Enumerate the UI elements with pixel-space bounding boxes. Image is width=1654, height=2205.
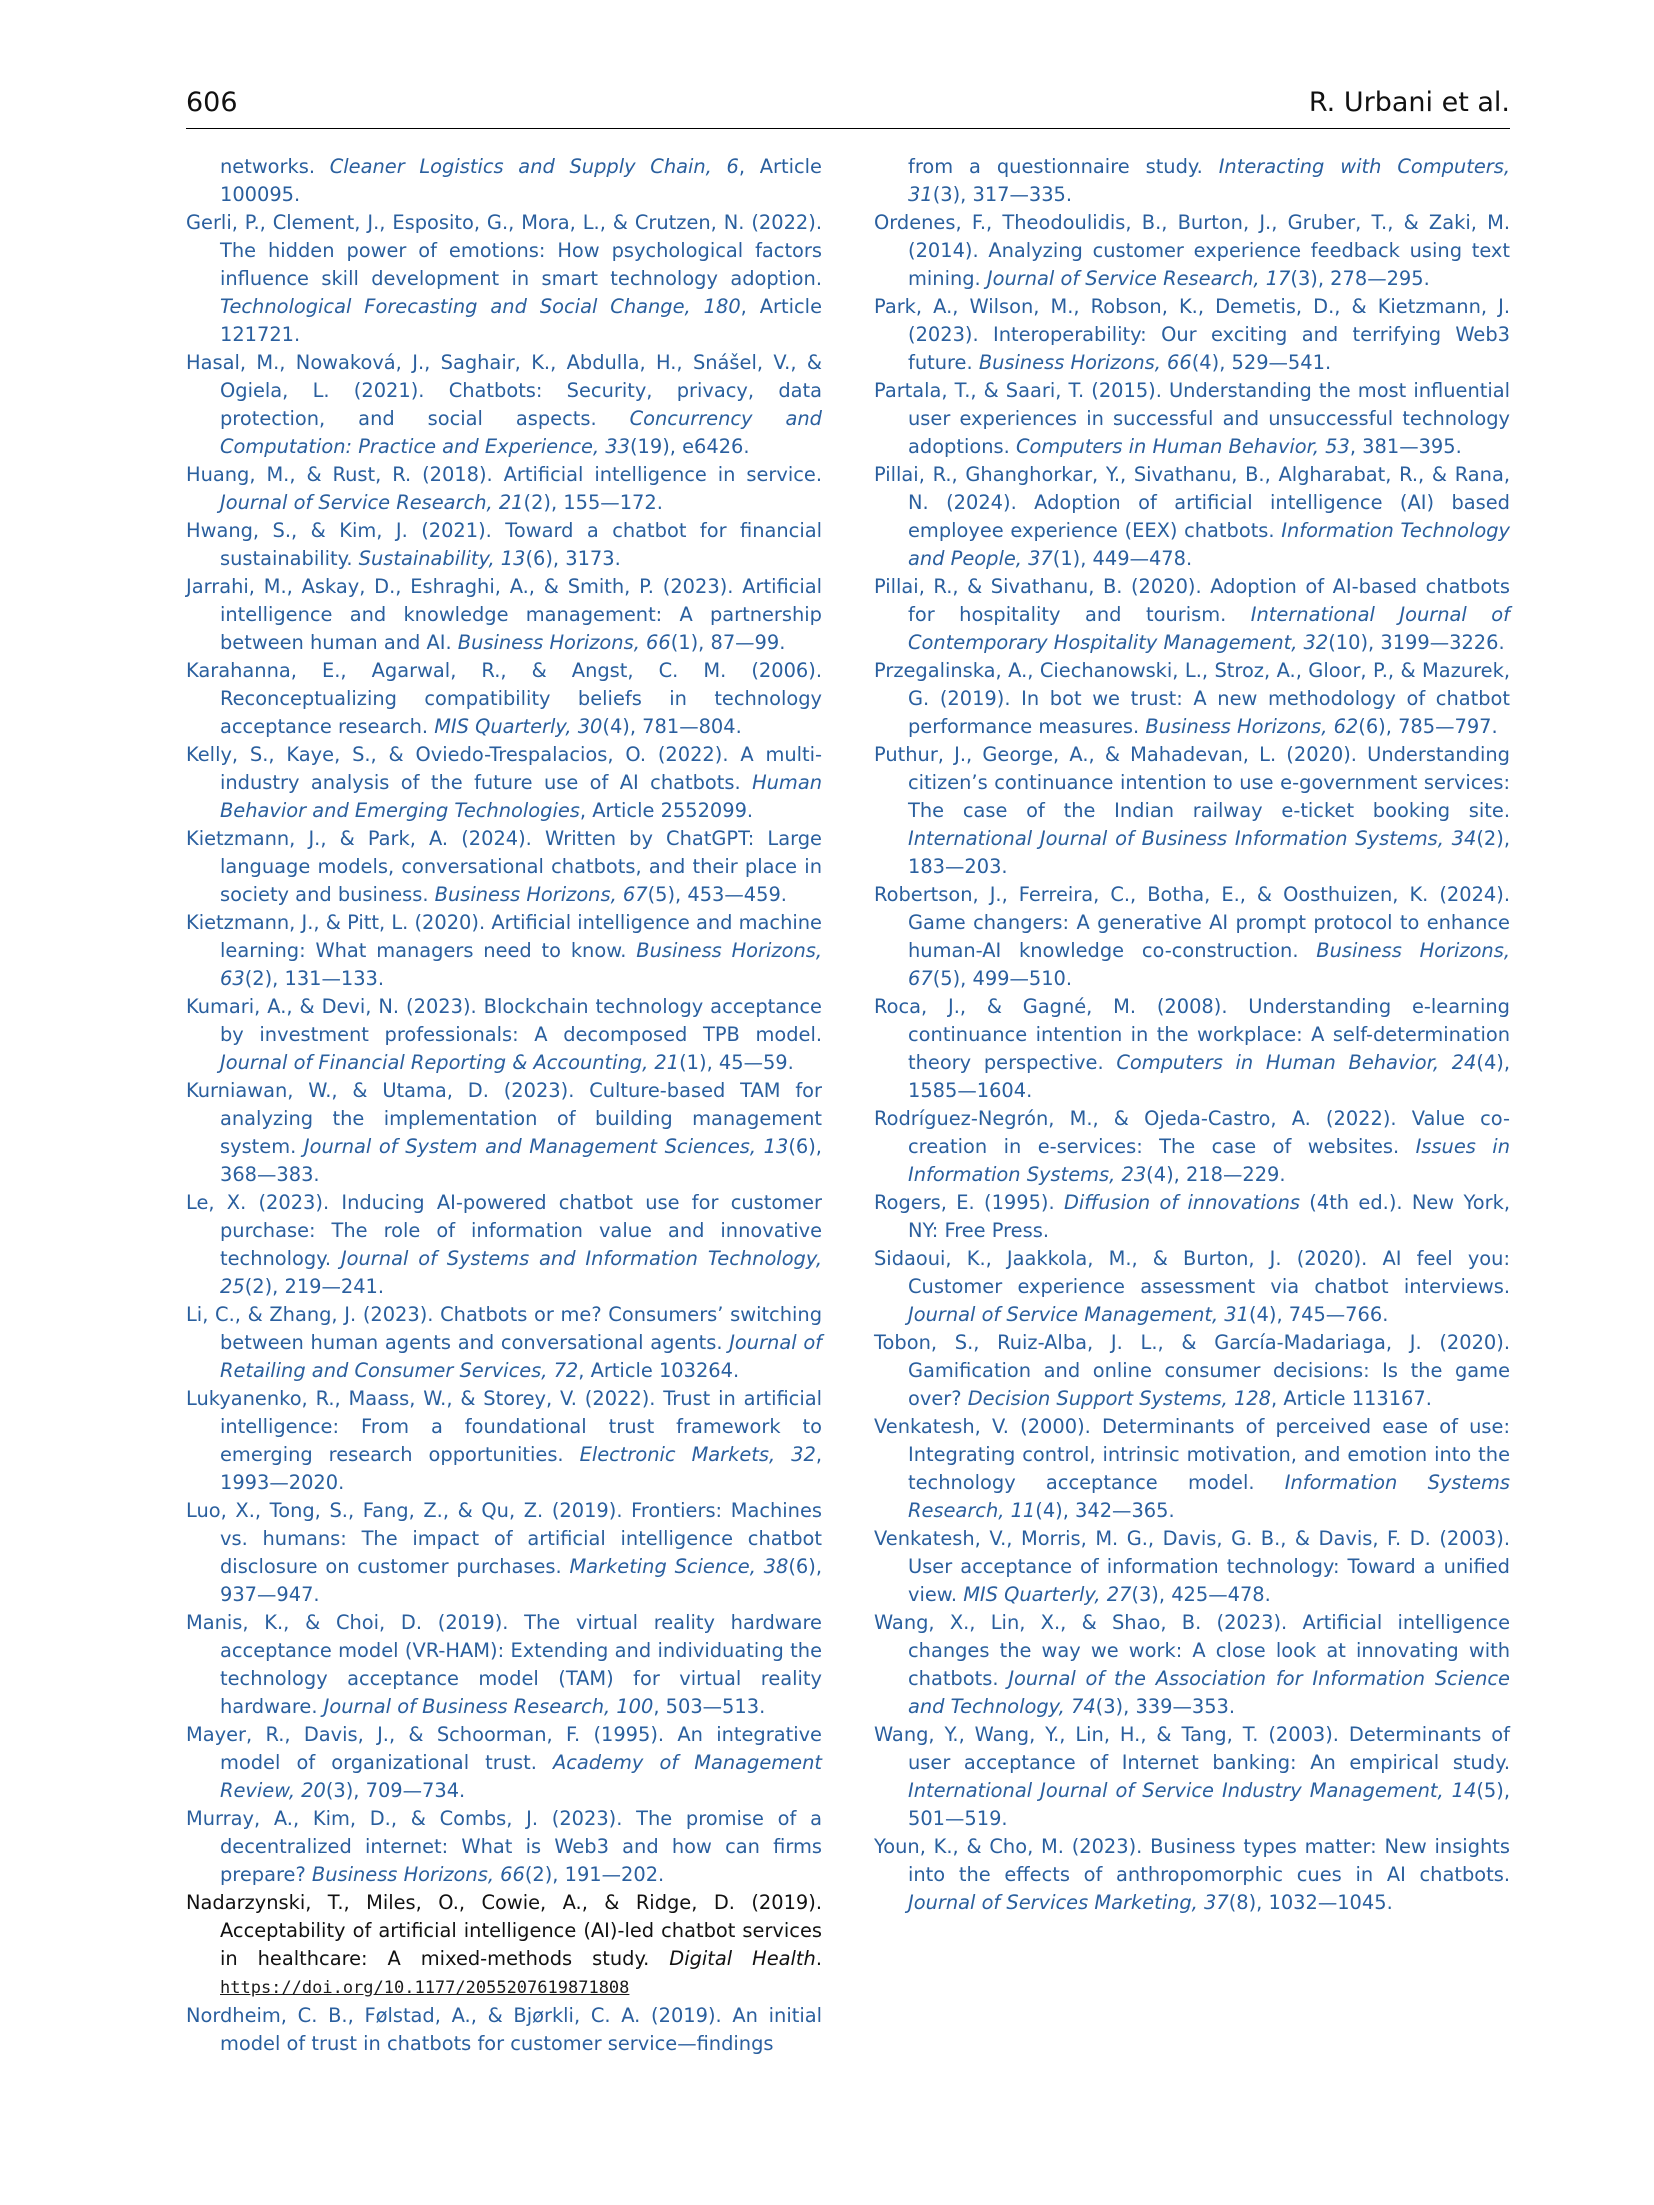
references-right-column xyxy=(874,153,1510,1917)
reference-source: Journal of Retailing and Consumer Services, 72 xyxy=(220,1331,823,1382)
running-authors: R. Urbani et al. xyxy=(1308,87,1510,118)
reference-text: Park, A., Wilson, M., Robson, K., Demetis, D., & Kietzmann, J. (2023). Interoperability: Our exciting and terrifying Web3 future. xyxy=(874,295,1510,374)
reference-text: Mayer, R., Davis, J., & Schoorman, F. (1995). An integrative model of organizational trust. xyxy=(186,1723,822,1774)
reference-entry[interactable] xyxy=(186,741,822,825)
reference-details: (6), 368—383. xyxy=(220,1135,822,1186)
reference-details: (5), 453—459. xyxy=(647,883,787,906)
reference-entry[interactable] xyxy=(874,1833,1510,1917)
reference-text: Huang, M., & Rust, R. (2018). Artificial intelligence in service. xyxy=(186,463,822,486)
reference-details: (4), 781—804. xyxy=(602,715,742,738)
reference-source: Electronic Markets, 32 xyxy=(579,1443,816,1466)
reference-source: Human Behavior and Emerging Technologies xyxy=(220,771,822,822)
reference-text: Luo, X., Tong, S., Fang, Z., & Qu, Z. (2019). Frontiers: Machines vs. humans: The impact of artificial intelligence chatbot disclosure on customer purchases. xyxy=(186,1499,822,1578)
reference-source: Business Horizons, 66 xyxy=(311,1863,525,1886)
reference-text: Tobon, S., Ruiz-Alba, J. L., & García-Madariaga, J. (2020). Gamification and online consumer decisions: Is the game over? xyxy=(874,1331,1510,1410)
doi-link[interactable]: https://doi.org/10.1177/2055207619871808 xyxy=(220,1978,630,1998)
reference-entry[interactable] xyxy=(186,573,822,657)
reference-text: Wang, X., Lin, X., & Shao, B. (2023). Artificial intelligence changes the way we work: A close look at innovating with chatbots. xyxy=(874,1611,1510,1690)
reference-entry[interactable] xyxy=(186,517,822,573)
reference-source: Journal of Service Management, 31 xyxy=(908,1303,1249,1326)
reference-source: MIS Quarterly, 27 xyxy=(963,1583,1132,1606)
reference-entry[interactable] xyxy=(186,1609,822,1721)
reference-text: Venkatesh, V., Morris, M. G., Davis, G. B., & Davis, F. D. (2003). User acceptance of information technology: Toward a unified view. xyxy=(874,1527,1510,1606)
reference-entry[interactable] xyxy=(874,293,1510,377)
reference-details: , Article 2552099. xyxy=(579,799,754,822)
reference-details: , 1993—2020. xyxy=(220,1443,823,1494)
reference-details: (4), 529—541. xyxy=(1191,351,1332,374)
reference-source: Technological Forecasting and Social Change, 180 xyxy=(220,295,741,318)
reference-details: (2), 191—202. xyxy=(524,1863,665,1886)
reference-details: (2), 183—203. xyxy=(908,827,1510,878)
reference-details: (6), 3173. xyxy=(525,547,621,570)
reference-details: , Article 103264. xyxy=(578,1359,740,1382)
reference-text: Pillai, R., & Sivathanu, B. (2020). Adoption of AI-based chatbots for hospitality and tourism. xyxy=(874,575,1510,626)
reference-text: Kurniawan, W., & Utama, D. (2023). Culture-based TAM for analyzing the implementation of building management system. xyxy=(186,1079,822,1158)
reference-text: Rodríguez-Negrón, M., & Ojeda-Castro, A. (2022). Value co-creation in e-services: The case of websites. xyxy=(874,1107,1510,1158)
reference-source: Business Horizons, 66 xyxy=(978,351,1192,374)
reference-details: , 503—513. xyxy=(653,1695,766,1718)
reference-entry[interactable] xyxy=(874,461,1510,573)
reference-entry[interactable] xyxy=(874,881,1510,993)
reference-entry[interactable] xyxy=(186,349,822,461)
reference-text: Kietzmann, J., & Park, A. (2024). Written by ChatGPT: Large language models, conversational chatbots, and their place in society and business. xyxy=(186,827,822,906)
reference-source: Information Technology and People, 37 xyxy=(908,519,1510,570)
reference-entry[interactable] xyxy=(186,1889,822,2002)
reference-text: Nordheim, C. B., Følstad, A., & Bjørkli, C. A. (2019). An initial model of trust in chatbots for customer service—findings xyxy=(186,2004,822,2055)
reference-text: Robertson, J., Ferreira, C., Botha, E., & Oosthuizen, K. (2024). Game changers: A generative AI prompt protocol to enhance human-AI knowledge co-construction. xyxy=(874,883,1510,962)
reference-details: (4), 1585—1604. xyxy=(908,1051,1511,1102)
reference-text: Youn, K., & Cho, M. (2023). Business types matter: New insights into the effects of anthropomorphic cues in AI chatbots. xyxy=(874,1835,1510,1886)
reference-text: Venkatesh, V. (2000). Determinants of perceived ease of use: Integrating control, intrinsic motivation, and emotion into the technology acceptance model. xyxy=(874,1415,1510,1494)
reference-source: Business Horizons, 66 xyxy=(457,631,671,654)
reference-source: Computers in Human Behavior, 53 xyxy=(1015,435,1350,458)
page-header xyxy=(186,86,1510,129)
reference-source: Business Horizons, 62 xyxy=(1145,715,1359,738)
page-number: 606 xyxy=(186,87,238,118)
reference-source: Computers in Human Behavior, 24 xyxy=(1116,1051,1477,1074)
reference-entry[interactable] xyxy=(186,1721,822,1805)
reference-source: Sustainability, 13 xyxy=(358,547,526,570)
reference-details: (6), 785—797. xyxy=(1358,715,1498,738)
reference-source: Digital Health xyxy=(669,1947,816,1970)
reference-details: (10), 3199—3226. xyxy=(1328,631,1505,654)
reference-source: Journal of Systems and Information Technology, 25 xyxy=(220,1247,823,1298)
reference-source: Issues in Information Systems, 23 xyxy=(908,1135,1510,1186)
reference-entry[interactable] xyxy=(186,1385,822,1497)
reference-details: (4th ed.). New York, NY: Free Press. xyxy=(908,1191,1510,1242)
reference-source: Journal of Services Marketing, 37 xyxy=(908,1891,1229,1914)
reference-entry[interactable] xyxy=(186,1497,822,1609)
reference-text: Kumari, A., & Devi, N. (2023). Blockchain technology acceptance by investment professionals: A decomposed TPB model. xyxy=(186,995,822,1046)
reference-entry[interactable] xyxy=(874,1609,1510,1721)
reference-text: Kelly, S., Kaye, S., & Oviedo-Trespalacios, O. (2022). A multi-industry analysis of the future use of AI chatbots. xyxy=(186,743,822,794)
reference-source: Diffusion of innovations xyxy=(1063,1191,1300,1214)
reference-continuation[interactable] xyxy=(186,153,822,209)
reference-details: (1), 87—99. xyxy=(670,631,786,654)
reference-text: Lukyanenko, R., Maass, W., & Storey, V. (2022). Trust in artificial intelligence: From a foundational trust framework to emerging research opportunities. xyxy=(186,1387,822,1466)
reference-source: International Journal of Service Industry Management, 14 xyxy=(908,1779,1477,1802)
reference-text: Wang, Y., Wang, Y., Lin, H., & Tang, T. (2003). Determinants of user acceptance of Internet banking: An empirical study. xyxy=(874,1723,1510,1774)
reference-entry[interactable] xyxy=(186,1805,822,1889)
reference-source: Information Systems Research, 11 xyxy=(908,1471,1510,1522)
reference-details: . xyxy=(815,1947,822,1970)
reference-text: Sidaoui, K., Jaakkola, M., & Burton, J. (2020). AI feel you: Customer experience assessment via chatbot interviews. xyxy=(874,1247,1510,1298)
reference-source: Business Horizons, 63 xyxy=(220,939,823,990)
reference-text: Jarrahi, M., Askay, D., Eshraghi, A., & Smith, P. (2023). Artificial intelligence and knowledge management: A partnership between human and AI. xyxy=(186,575,822,654)
reference-text: Puthur, J., George, A., & Mahadevan, L. (2020). Understanding citizen’s continuance intention to use e-government services: The case of the Indian railway e-ticket booking site. xyxy=(874,743,1510,822)
reference-entry[interactable] xyxy=(874,209,1510,293)
reference-entry[interactable] xyxy=(874,1721,1510,1833)
reference-entry[interactable] xyxy=(186,1189,822,1301)
reference-source: Journal of System and Management Sciences, 13 xyxy=(303,1135,789,1158)
reference-entry[interactable] xyxy=(874,1329,1510,1413)
reference-text: networks. xyxy=(220,155,330,178)
reference-source: Business Horizons, 67 xyxy=(908,939,1510,990)
reference-entry[interactable] xyxy=(186,2002,822,2058)
reference-text: Li, C., & Zhang, J. (2023). Chatbots or me? Consumers’ switching between human agents and conversational agents. xyxy=(186,1303,822,1354)
reference-source: Journal of Business Research, 100 xyxy=(323,1695,654,1718)
reference-text: Karahanna, E., Agarwal, R., & Angst, C. M. (2006). Reconceptualizing compatibility beliefs in technology acceptance research. xyxy=(186,659,822,738)
reference-continuation[interactable] xyxy=(874,153,1510,209)
reference-entry[interactable] xyxy=(874,1245,1510,1329)
reference-entry[interactable] xyxy=(186,1077,822,1189)
reference-text: Le, X. (2023). Inducing AI-powered chatbot use for customer purchase: The role of information value and innovative technology. xyxy=(186,1191,822,1270)
reference-details: (1), 45—59. xyxy=(679,1051,794,1074)
reference-entry[interactable] xyxy=(874,1413,1510,1525)
reference-source: Journal of the Association for Information Science and Technology, 74 xyxy=(908,1667,1510,1718)
reference-entry[interactable] xyxy=(874,377,1510,461)
reference-text: Pillai, R., Ghanghorkar, Y., Sivathanu, B., Algharabat, R., & Rana, N. (2024). Adoption of artificial intelligence (AI) based employee experience (EEX) chatbots. xyxy=(874,463,1510,542)
reference-entry[interactable] xyxy=(874,657,1510,741)
reference-entry[interactable] xyxy=(186,461,822,517)
reference-source: Marketing Science, 38 xyxy=(569,1555,789,1578)
reference-source: MIS Quarterly, 30 xyxy=(434,715,603,738)
reference-entry[interactable] xyxy=(186,1301,822,1385)
reference-entry[interactable] xyxy=(874,1105,1510,1189)
reference-text: Kietzmann, J., & Pitt, L. (2020). Artificial intelligence and machine learning: What managers need to know. xyxy=(186,911,822,962)
reference-details: (5), 499—510. xyxy=(932,967,1073,990)
reference-entry[interactable] xyxy=(874,1525,1510,1609)
reference-entry[interactable] xyxy=(186,993,822,1077)
reference-entry[interactable] xyxy=(874,741,1510,881)
reference-source: Journal of Service Research, 17 xyxy=(986,267,1291,290)
reference-entry[interactable] xyxy=(186,657,822,741)
reference-details: , Article 113167. xyxy=(1271,1387,1432,1410)
reference-text: Hasal, M., Nowaková, J., Saghair, K., Abdulla, H., Snášel, V., & Ogiela, L. (2021). Chatbots: Security, privacy, data protection, and social aspects. xyxy=(186,351,822,430)
reference-source: Decision Support Systems, 128 xyxy=(967,1387,1271,1410)
reference-details: (4), 745—766. xyxy=(1248,1303,1389,1326)
references-left-column xyxy=(186,153,822,2058)
reference-entry[interactable] xyxy=(186,825,822,909)
reference-text: Gerli, P., Clement, J., Esposito, G., Mora, L., & Crutzen, N. (2022). The hidden power of emotions: How psychological factors influence skill development in smart technology adoption. xyxy=(186,211,822,290)
reference-text: Manis, K., & Choi, D. (2019). The virtual reality hardware acceptance model (VR-HAM): Extending and individuating the technology acceptance model (TAM) for virtual reality hardware. xyxy=(186,1611,822,1718)
reference-text: Nadarzynski, T., Miles, O., Cowie, A., & Ridge, D. (2019). Acceptability of artificial intelligence (AI)-led chatbot services in healthcare: A mixed-methods study. xyxy=(186,1891,822,1970)
reference-details: (3), 709—734. xyxy=(325,1779,466,1802)
reference-details: (2), 219—241. xyxy=(244,1275,385,1298)
reference-details: , Article 121721. xyxy=(220,295,822,346)
reference-details: (3), 425—478. xyxy=(1131,1583,1271,1606)
reference-source: Journal of Financial Reporting & Accounting, 21 xyxy=(220,1051,680,1074)
reference-details: (3), 317—335. xyxy=(932,183,1073,206)
reference-source: Concurrency and Computation: Practice and Experience, 33 xyxy=(220,407,822,458)
reference-details: (2), 131—133. xyxy=(244,967,385,990)
reference-details: (4), 342—365. xyxy=(1035,1499,1175,1522)
reference-entry[interactable] xyxy=(874,1189,1510,1245)
reference-details: , Article 100095. xyxy=(220,155,822,206)
reference-details: (19), e6426. xyxy=(629,435,750,458)
reference-source: International Journal of Contemporary Hospitality Management, 32 xyxy=(908,603,1510,654)
reference-entry[interactable] xyxy=(186,909,822,993)
reference-details: (4), 218—229. xyxy=(1146,1163,1286,1186)
reference-source: International Journal of Business Information Systems, 34 xyxy=(908,827,1477,850)
reference-details: (1), 449—478. xyxy=(1052,547,1193,570)
reference-source: Interacting with Computers, 31 xyxy=(908,155,1510,206)
reference-details: (5), 501—519. xyxy=(908,1779,1510,1830)
reference-text: Przegalinska, A., Ciechanowski, L., Stroz, A., Gloor, P., & Mazurek, G. (2019). In bot we trust: A new methodology of chatbot performance measures. xyxy=(874,659,1510,738)
reference-details: (2), 155—172. xyxy=(523,491,663,514)
reference-details: (3), 278—295. xyxy=(1290,267,1430,290)
reference-entry[interactable] xyxy=(874,573,1510,657)
reference-entry[interactable] xyxy=(186,209,822,349)
reference-source: Cleaner Logistics and Supply Chain, 6 xyxy=(329,155,739,178)
reference-source: Business Horizons, 67 xyxy=(434,883,648,906)
reference-text: Hwang, S., & Kim, J. (2021). Toward a chatbot for financial sustainability. xyxy=(186,519,822,570)
reference-text: Roca, J., & Gagné, M. (2008). Understanding e-learning continuance intention in the workplace: A self-determination theory perspective. xyxy=(874,995,1510,1074)
reference-details: (6), 937—947. xyxy=(220,1555,822,1606)
reference-source: Academy of Management Review, 20 xyxy=(220,1751,822,1802)
reference-source: Journal of Service Research, 21 xyxy=(220,491,524,514)
reference-text: Ordenes, F., Theodoulidis, B., Burton, J., Gruber, T., & Zaki, M. (2014). Analyzing customer experience feedback using text mining. xyxy=(874,211,1510,290)
reference-details: , 381—395. xyxy=(1349,435,1462,458)
reference-text: from a questionnaire study. xyxy=(908,155,1219,178)
reference-details: (8), 1032—1045. xyxy=(1228,1891,1393,1914)
reference-text: Rogers, E. (1995). xyxy=(874,1191,1064,1214)
reference-details: (3), 339—353. xyxy=(1095,1695,1236,1718)
reference-text: Murray, A., Kim, D., & Combs, J. (2023). The promise of a decentralized internet: What is Web3 and how can firms prepare? xyxy=(186,1807,822,1886)
reference-text: Partala, T., & Saari, T. (2015). Understanding the most influential user experiences in successful and unsuccessful technology adoptions. xyxy=(874,379,1510,458)
reference-entry[interactable] xyxy=(874,993,1510,1105)
